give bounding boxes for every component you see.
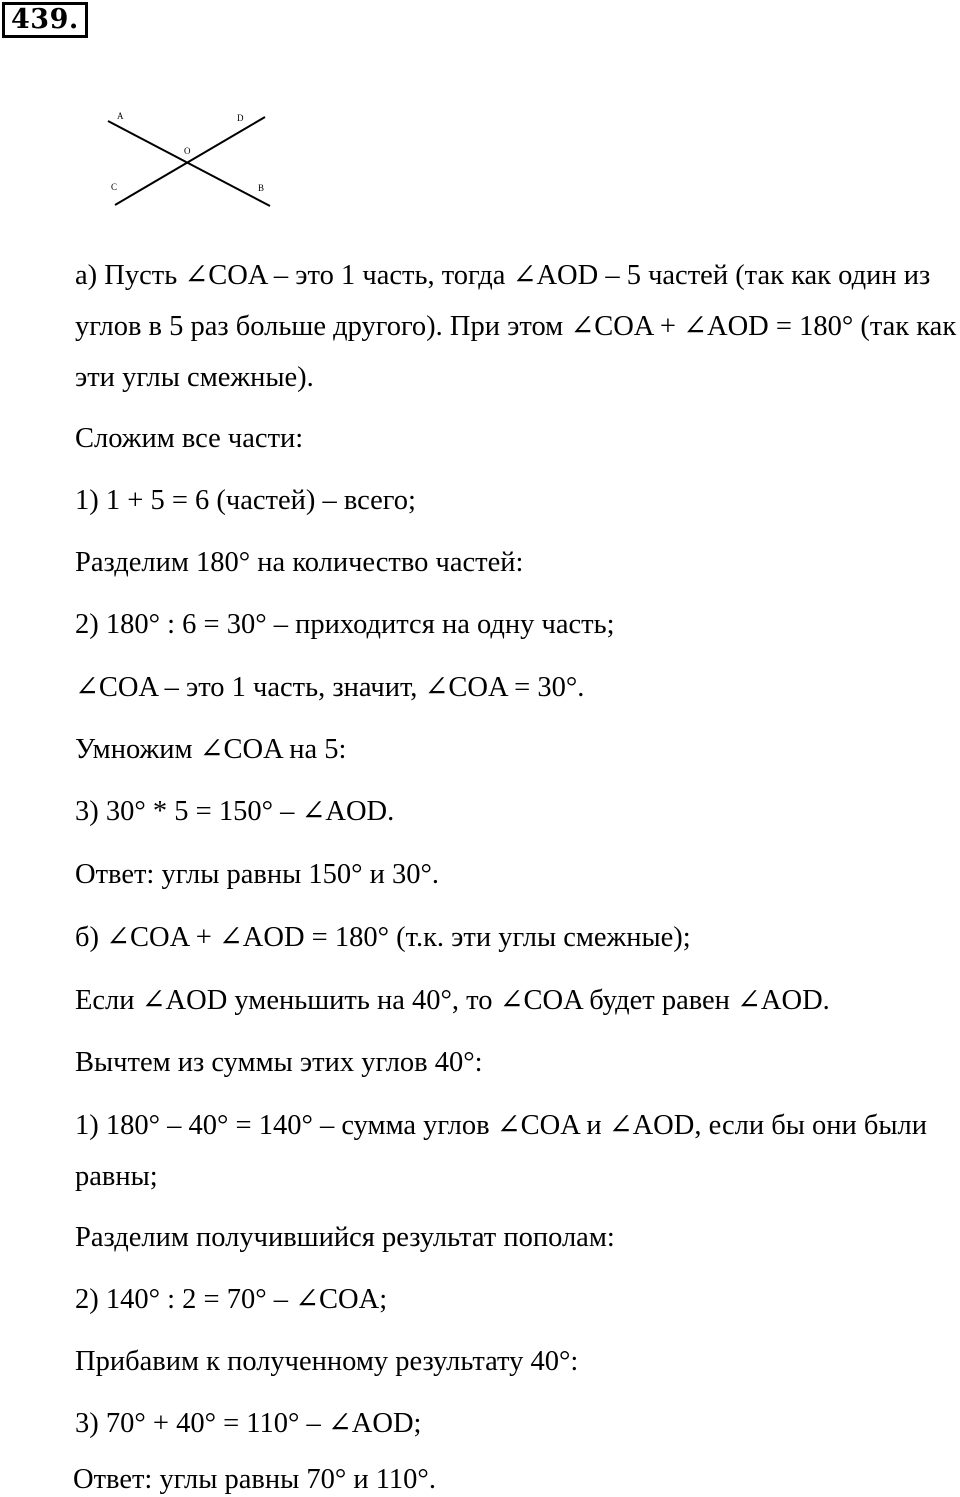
solution-line: Вычтем из суммы этих углов 40°: xyxy=(75,1047,483,1078)
point-label-o: O xyxy=(184,146,191,156)
solution-line: ∠COA – это 1 часть, значит, ∠COA = 30°. xyxy=(75,672,585,703)
solution-line: а) Пусть ∠COA – это 1 часть, тогда ∠AOD – 5 частей (так как один из xyxy=(75,260,931,291)
point-label-d: D xyxy=(237,113,244,123)
line-ab xyxy=(108,121,270,206)
solution-line: Прибавим к полученному результату 40°: xyxy=(75,1346,579,1377)
solution-line: 2) 180° : 6 = 30° – приходится на одну часть; xyxy=(75,609,615,640)
point-label-c: C xyxy=(111,182,118,192)
intersecting-lines-diagram xyxy=(100,104,280,214)
point-label-b: B xyxy=(258,183,265,193)
solution-line: эти углы смежные). xyxy=(75,362,314,393)
point-label-a: A xyxy=(117,111,124,121)
problem-number: 439. xyxy=(2,2,88,38)
answer-line: Ответ: углы равны 150° и 30°. xyxy=(75,859,440,890)
answer-line: Ответ: углы равны 70° и 110°. xyxy=(73,1464,436,1495)
solution-line: 2) 140° : 2 = 70° – ∠COA; xyxy=(75,1284,388,1315)
solution-line: Разделим получившийся результат пополам: xyxy=(75,1222,615,1253)
solution-line: 1) 1 + 5 = 6 (частей) – всего; xyxy=(75,485,416,516)
solution-line: углов в 5 раз больше другого). При этом ∠COA + ∠AOD = 180° (так как xyxy=(75,311,957,342)
solution-line: 1) 180° – 40° = 140° – сумма углов ∠COA и ∠AOD, если бы они были xyxy=(75,1110,927,1141)
solution-line: 3) 70° + 40° = 110° – ∠AOD; xyxy=(75,1408,422,1439)
solution-line: Сложим все части: xyxy=(75,423,304,454)
solution-line: Если ∠AOD уменьшить на 40°, то ∠COA будет равен ∠AOD. xyxy=(75,985,830,1016)
solution-line: Разделим 180° на количество частей: xyxy=(75,547,524,578)
solution-line: равны; xyxy=(75,1161,158,1192)
solution-line: б) ∠COA + ∠AOD = 180° (т.к. эти углы смежные); xyxy=(75,922,691,953)
solution-line: Умножим ∠COA на 5: xyxy=(75,734,347,765)
solution-line: 3) 30° * 5 = 150° – ∠AOD. xyxy=(75,796,395,827)
